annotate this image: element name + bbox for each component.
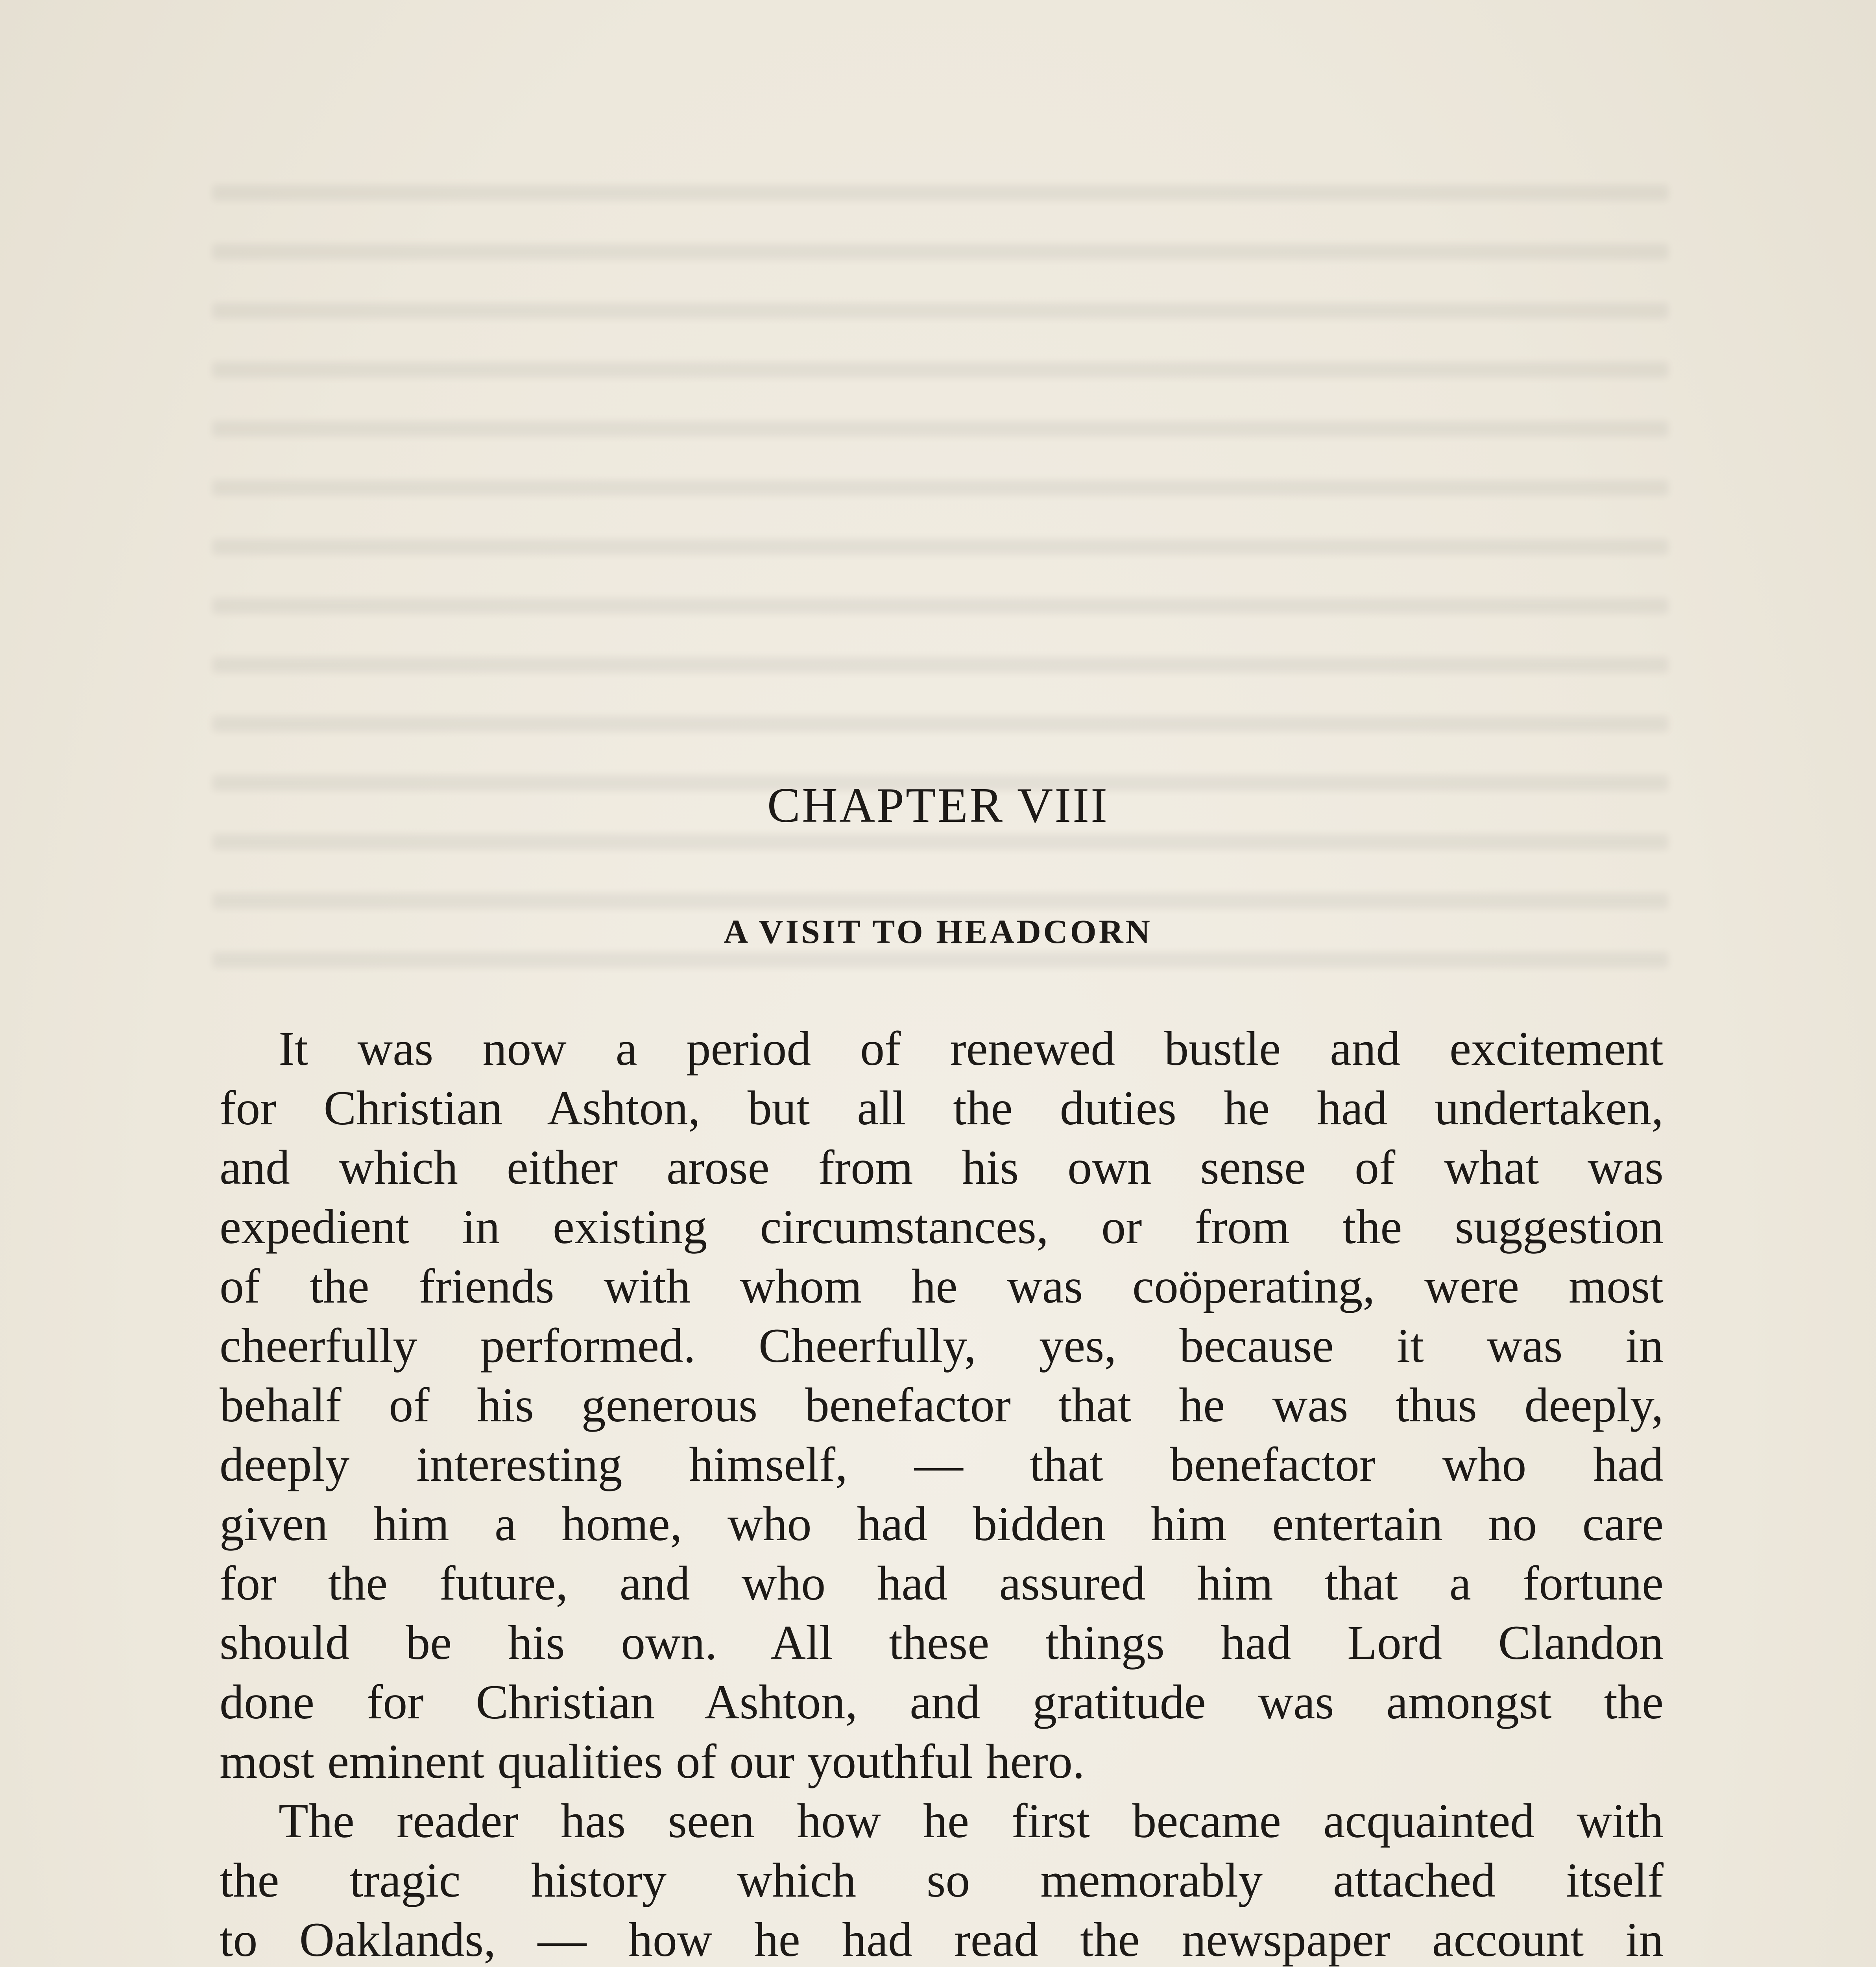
- chapter-subtitle: A VISIT TO HEADCORN: [724, 913, 1152, 950]
- text-line: cheerfully performed. Cheerfully, yes, because it was in: [220, 1319, 1664, 1373]
- text-line: for Christian Ashton, but all the duties he had undertaken,: [220, 1081, 1664, 1135]
- text-line: most eminent qualities of our youthful hero.: [220, 1735, 1085, 1788]
- text-line: for the future, and who had assured him that a fortune: [220, 1556, 1664, 1610]
- text-line: to Oaklands, — how he had read the newspaper account in: [220, 1913, 1664, 1967]
- text-line: The reader has seen how he first became acquainted with: [279, 1794, 1664, 1848]
- text-line: should be his own. All these things had Lord Clandon: [220, 1616, 1664, 1670]
- text-line: deeply interesting himself, — that benefactor who had: [220, 1437, 1664, 1491]
- text-line: It was now a period of renewed bustle and excitement: [279, 1022, 1664, 1076]
- chapter-title: CHAPTER VIII: [767, 778, 1109, 833]
- text-line: and which either arose from his own sense of what was: [220, 1140, 1664, 1194]
- text-line: expedient in existing circumstances, or from the suggestion: [220, 1200, 1664, 1254]
- text-line: of the friends with whom he was coöperating, were most: [220, 1259, 1664, 1313]
- body-text: [220, 1019, 1664, 1967]
- text-line: done for Christian Ashton, and gratitude was amongst the: [220, 1675, 1664, 1729]
- show-through-text: [212, 185, 1668, 1011]
- text-line: behalf of his generous benefactor that he was thus deeply,: [220, 1378, 1664, 1432]
- text-line: given him a home, who had bidden him entertain no care: [220, 1497, 1664, 1551]
- text-line: the tragic history which so memorably attached itself: [220, 1853, 1664, 1907]
